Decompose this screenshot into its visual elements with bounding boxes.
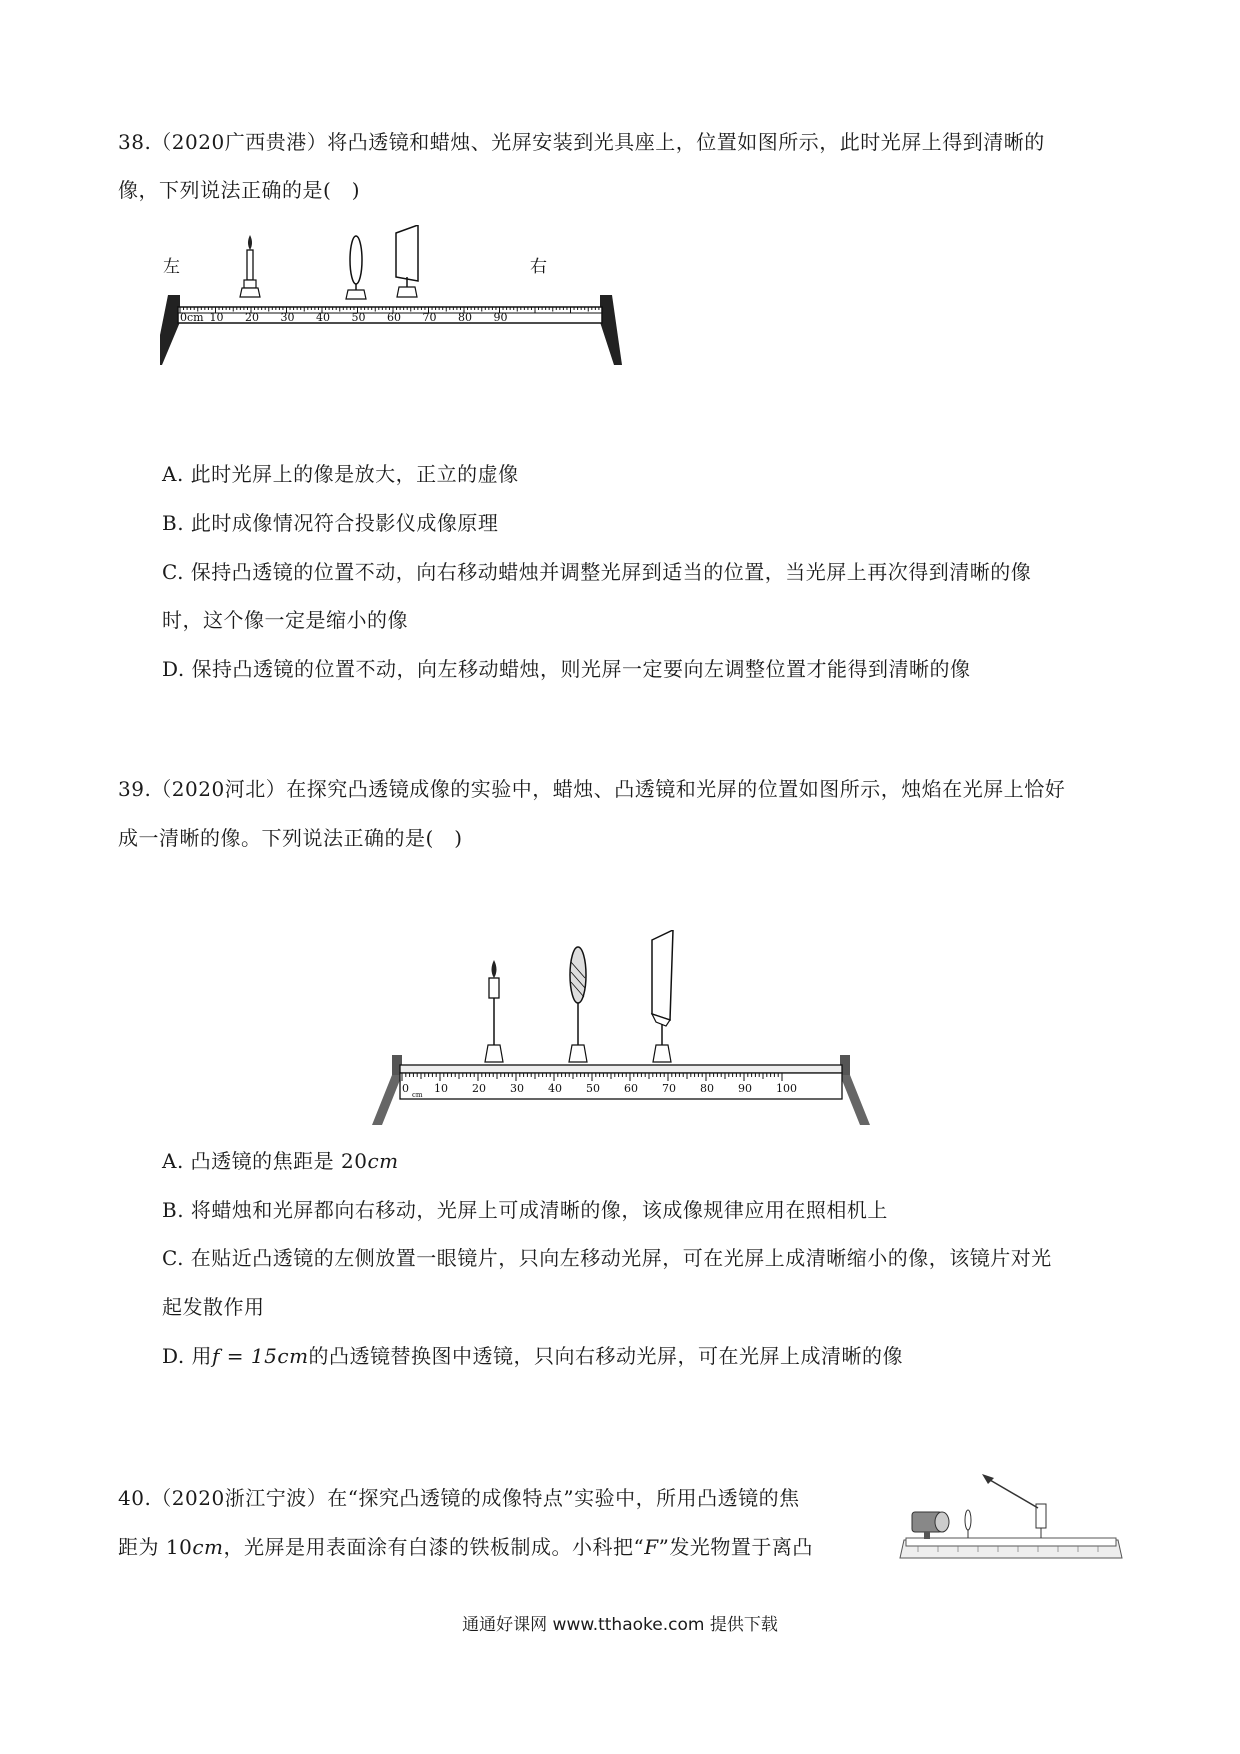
ruler-tick-label: 100 bbox=[776, 1082, 797, 1095]
ruler-tick-label: 30 bbox=[280, 311, 295, 324]
ruler-tick-label: 90 bbox=[738, 1082, 752, 1095]
ruler-tick-label: 20 bbox=[245, 311, 259, 324]
q39-option-c-line-1: C. 在贴近凸透镜的左侧放置一眼镜片，只向左移动光屏，可在光屏上成清晰缩小的像，该镜片对光 bbox=[162, 1246, 1052, 1270]
q39-stem-line-2: 成一清晰的像。下列说法正确的是( ) bbox=[118, 826, 463, 850]
q38-option-b: B. 此时成像情况符合投影仪成像原理 bbox=[162, 511, 499, 535]
q38-option-c-line-2: 时，这个像一定是缩小的像 bbox=[162, 608, 408, 632]
page-footer: 通通好课网 www.tthaoke.com 提供下载 bbox=[462, 1615, 778, 1635]
ruler-tick-label: 60 bbox=[387, 311, 401, 324]
ruler-tick-label: 80 bbox=[700, 1082, 714, 1095]
q38-optical-bench-figure bbox=[160, 225, 630, 370]
q40-light-screen bbox=[1036, 1504, 1046, 1538]
q39-optical-bench-figure bbox=[370, 930, 880, 1130]
q40-convex-lens bbox=[965, 1510, 971, 1538]
q39-option-d: D. 用f = 15cm的凸透镜替换图中透镜，只向右移动光屏，可在光屏上成清晰的像 bbox=[162, 1344, 904, 1368]
ruler-tick-label: 70 bbox=[422, 311, 437, 324]
ruler-tick-label: 10 bbox=[209, 311, 224, 324]
ruler-tick-label: 40 bbox=[316, 311, 330, 324]
q38-left-label: 左 bbox=[163, 257, 180, 277]
q38-option-c-line-1: C. 保持凸透镜的位置不动，向右移动蜡烛并调整光屏到适当的位置，当光屏上再次得到清晰的像 bbox=[162, 560, 1032, 584]
q38-candle bbox=[240, 235, 260, 297]
q39-convex-lens bbox=[569, 947, 587, 1062]
ruler-tick-label: 60 bbox=[624, 1082, 638, 1095]
ruler-tick-label: 10 bbox=[434, 1082, 448, 1095]
ruler-tick-label: 0cm bbox=[180, 311, 204, 324]
q39-option-b: B. 将蜡烛和光屏都向右移动，光屏上可成清晰的像，该成像规律应用在照相机上 bbox=[162, 1198, 888, 1222]
q40-f-light-source bbox=[912, 1512, 949, 1539]
q39-option-a: A. 凸透镜的焦距是 20cm bbox=[162, 1149, 399, 1173]
q39-unit-label: cm bbox=[412, 1091, 423, 1099]
q39-light-screen bbox=[652, 930, 673, 1062]
q38-option-a: A. 此时光屏上的像是放大，正立的虚像 bbox=[162, 462, 519, 486]
ruler-tick-label: 50 bbox=[351, 311, 366, 324]
q38-convex-lens bbox=[346, 236, 366, 299]
q40-stem-line-1: 40.（2020浙江宁波）在“探究凸透镜的成像特点”实验中，所用凸透镜的焦 bbox=[118, 1486, 800, 1510]
q38-right-label: 右 bbox=[530, 257, 547, 277]
q38-stem-line-2: 像，下列说法正确的是( ) bbox=[118, 178, 361, 202]
q40-stem-line-2: 距为 10cm，光屏是用表面涂有白漆的铁板制成。小科把“F”发光物置于离凸 bbox=[118, 1535, 813, 1559]
ruler-tick-label: 0 bbox=[402, 1082, 409, 1095]
ruler-tick-label: 20 bbox=[472, 1082, 486, 1095]
ruler-tick-label: 30 bbox=[510, 1082, 524, 1095]
q38-light-screen bbox=[396, 225, 418, 297]
q40-arrow-icon bbox=[982, 1474, 1038, 1508]
q39-stem-line-1: 39.（2020河北）在探究凸透镜成像的实验中，蜡烛、凸透镜和光屏的位置如图所示，烛焰在光屏上恰好 bbox=[118, 777, 1066, 801]
q39-candle bbox=[485, 960, 503, 1062]
ruler-tick-label: 40 bbox=[548, 1082, 562, 1095]
q38-option-d: D. 保持凸透镜的位置不动，向左移动蜡烛，则光屏一定要向左调整位置才能得到清晰的像 bbox=[162, 657, 971, 681]
q40-experiment-figure bbox=[898, 1468, 1124, 1566]
ruler-tick-label: 70 bbox=[662, 1082, 676, 1095]
ruler-tick-label: 80 bbox=[458, 311, 472, 324]
q39-option-c-line-2: 起发散作用 bbox=[162, 1295, 265, 1319]
q38-stem-line-1: 38.（2020广西贵港）将凸透镜和蜡烛、光屏安装到光具座上，位置如图所示，此时光屏上得到清晰的 bbox=[118, 130, 1045, 154]
ruler-tick-label: 90 bbox=[493, 311, 508, 324]
ruler-tick-label: 50 bbox=[586, 1082, 600, 1095]
